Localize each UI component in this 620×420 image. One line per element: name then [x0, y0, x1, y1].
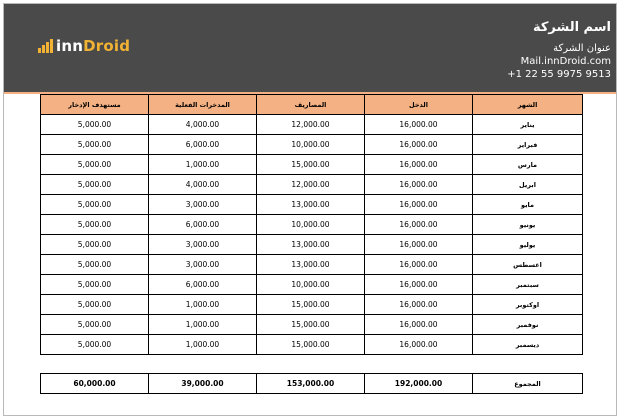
- cell-income: 16,000.00: [365, 155, 473, 175]
- cell-month: ديسمبر: [473, 335, 583, 355]
- cell-month: نوفمبر: [473, 315, 583, 335]
- cell-expenses: 12,000.00: [257, 115, 365, 135]
- cell-actual-savings: 6,000.00: [149, 135, 257, 155]
- bar-chart-icon: [38, 39, 54, 53]
- cell-income: 16,000.00: [365, 195, 473, 215]
- cell-actual-savings: 6,000.00: [149, 275, 257, 295]
- cell-month: فبراير: [473, 135, 583, 155]
- cell-income: 16,000.00: [365, 235, 473, 255]
- cell-savings-target: 5,000.00: [41, 295, 149, 315]
- cell-savings-target: 5,000.00: [41, 255, 149, 275]
- cell-savings-target: 5,000.00: [41, 215, 149, 235]
- table-row: [41, 175, 583, 195]
- total-income: 192,000.00: [365, 374, 473, 394]
- table-row: [41, 275, 583, 295]
- cell-expenses: 15,000.00: [257, 295, 365, 315]
- cell-income: 16,000.00: [365, 175, 473, 195]
- cell-actual-savings: 3,000.00: [149, 235, 257, 255]
- cell-expenses: 10,000.00: [257, 215, 365, 235]
- total-savings-target: 60,000.00: [41, 374, 149, 394]
- cell-expenses: 15,000.00: [257, 335, 365, 355]
- cell-month: مايو: [473, 195, 583, 215]
- company-logo: [38, 36, 130, 56]
- header-month: الشهر: [473, 95, 583, 115]
- cell-income: 16,000.00: [365, 115, 473, 135]
- cell-expenses: 12,000.00: [257, 175, 365, 195]
- cell-expenses: 15,000.00: [257, 155, 365, 175]
- table-header-row: [41, 95, 583, 115]
- cell-income: 16,000.00: [365, 255, 473, 275]
- header-actual-savings: المدخرات الفعلية: [149, 95, 257, 115]
- cell-income: 16,000.00: [365, 135, 473, 155]
- header-banner: [4, 4, 616, 94]
- cell-savings-target: 5,000.00: [41, 275, 149, 295]
- cell-month: يونيو: [473, 215, 583, 235]
- cell-income: 16,000.00: [365, 275, 473, 295]
- cell-savings-target: 5,000.00: [41, 115, 149, 135]
- cell-income: 16,000.00: [365, 315, 473, 335]
- totals-row: [41, 374, 583, 394]
- total-expenses: 153,000.00: [257, 374, 365, 394]
- logo-prefix: inn: [56, 37, 84, 55]
- company-address: عنوان الشركة: [553, 43, 611, 54]
- company-email: Mail.innDroid.com: [520, 56, 611, 67]
- table-row: [41, 315, 583, 335]
- table-row: [41, 115, 583, 135]
- table-row: [41, 235, 583, 255]
- cell-income: 16,000.00: [365, 215, 473, 235]
- cell-expenses: 13,000.00: [257, 235, 365, 255]
- total-label: المجموع: [473, 374, 583, 394]
- cell-expenses: 15,000.00: [257, 315, 365, 335]
- total-actual-savings: 39,000.00: [149, 374, 257, 394]
- company-name: اسم الشركة: [532, 20, 611, 35]
- cell-actual-savings: 4,000.00: [149, 175, 257, 195]
- cell-income: 16,000.00: [365, 335, 473, 355]
- cell-month: اوكتوبر: [473, 295, 583, 315]
- cell-savings-target: 5,000.00: [41, 155, 149, 175]
- cell-actual-savings: 6,000.00: [149, 215, 257, 235]
- cell-expenses: 10,000.00: [257, 275, 365, 295]
- table-row: [41, 135, 583, 155]
- cell-expenses: 13,000.00: [257, 195, 365, 215]
- table-row: [41, 195, 583, 215]
- cell-actual-savings: 3,000.00: [149, 255, 257, 275]
- cell-actual-savings: 4,000.00: [149, 115, 257, 135]
- table-row: [41, 335, 583, 355]
- cell-income: 16,000.00: [365, 295, 473, 315]
- cell-month: يوليو: [473, 235, 583, 255]
- cell-expenses: 13,000.00: [257, 255, 365, 275]
- cell-month: مارس: [473, 155, 583, 175]
- table-row: [41, 155, 583, 175]
- header-expenses: المصاريف: [257, 95, 365, 115]
- logo-suffix: Droid: [83, 37, 131, 55]
- header-income: الدخل: [365, 95, 473, 115]
- cell-actual-savings: 1,000.00: [149, 155, 257, 175]
- header-savings-target: مستهدف الإدخار: [41, 95, 149, 115]
- company-info: [507, 19, 611, 81]
- cell-actual-savings: 3,000.00: [149, 195, 257, 215]
- logo-text: [56, 37, 130, 55]
- cell-savings-target: 5,000.00: [41, 195, 149, 215]
- table-row: [41, 295, 583, 315]
- cell-actual-savings: 1,000.00: [149, 335, 257, 355]
- cell-savings-target: 5,000.00: [41, 315, 149, 335]
- table-row: [41, 255, 583, 275]
- table-row: [41, 215, 583, 235]
- cell-month: يناير: [473, 115, 583, 135]
- cell-savings-target: 5,000.00: [41, 335, 149, 355]
- company-phone: +1 22 55 9975 9513: [507, 69, 611, 80]
- cell-month: سبتمبر: [473, 275, 583, 295]
- cell-expenses: 10,000.00: [257, 135, 365, 155]
- cell-savings-target: 5,000.00: [41, 135, 149, 155]
- cell-savings-target: 5,000.00: [41, 175, 149, 195]
- savings-table: [40, 94, 583, 355]
- cell-savings-target: 5,000.00: [41, 235, 149, 255]
- cell-actual-savings: 1,000.00: [149, 295, 257, 315]
- cell-month: اغسطس: [473, 255, 583, 275]
- cell-month: ابريل: [473, 175, 583, 195]
- cell-actual-savings: 1,000.00: [149, 315, 257, 335]
- totals-table: [40, 373, 583, 394]
